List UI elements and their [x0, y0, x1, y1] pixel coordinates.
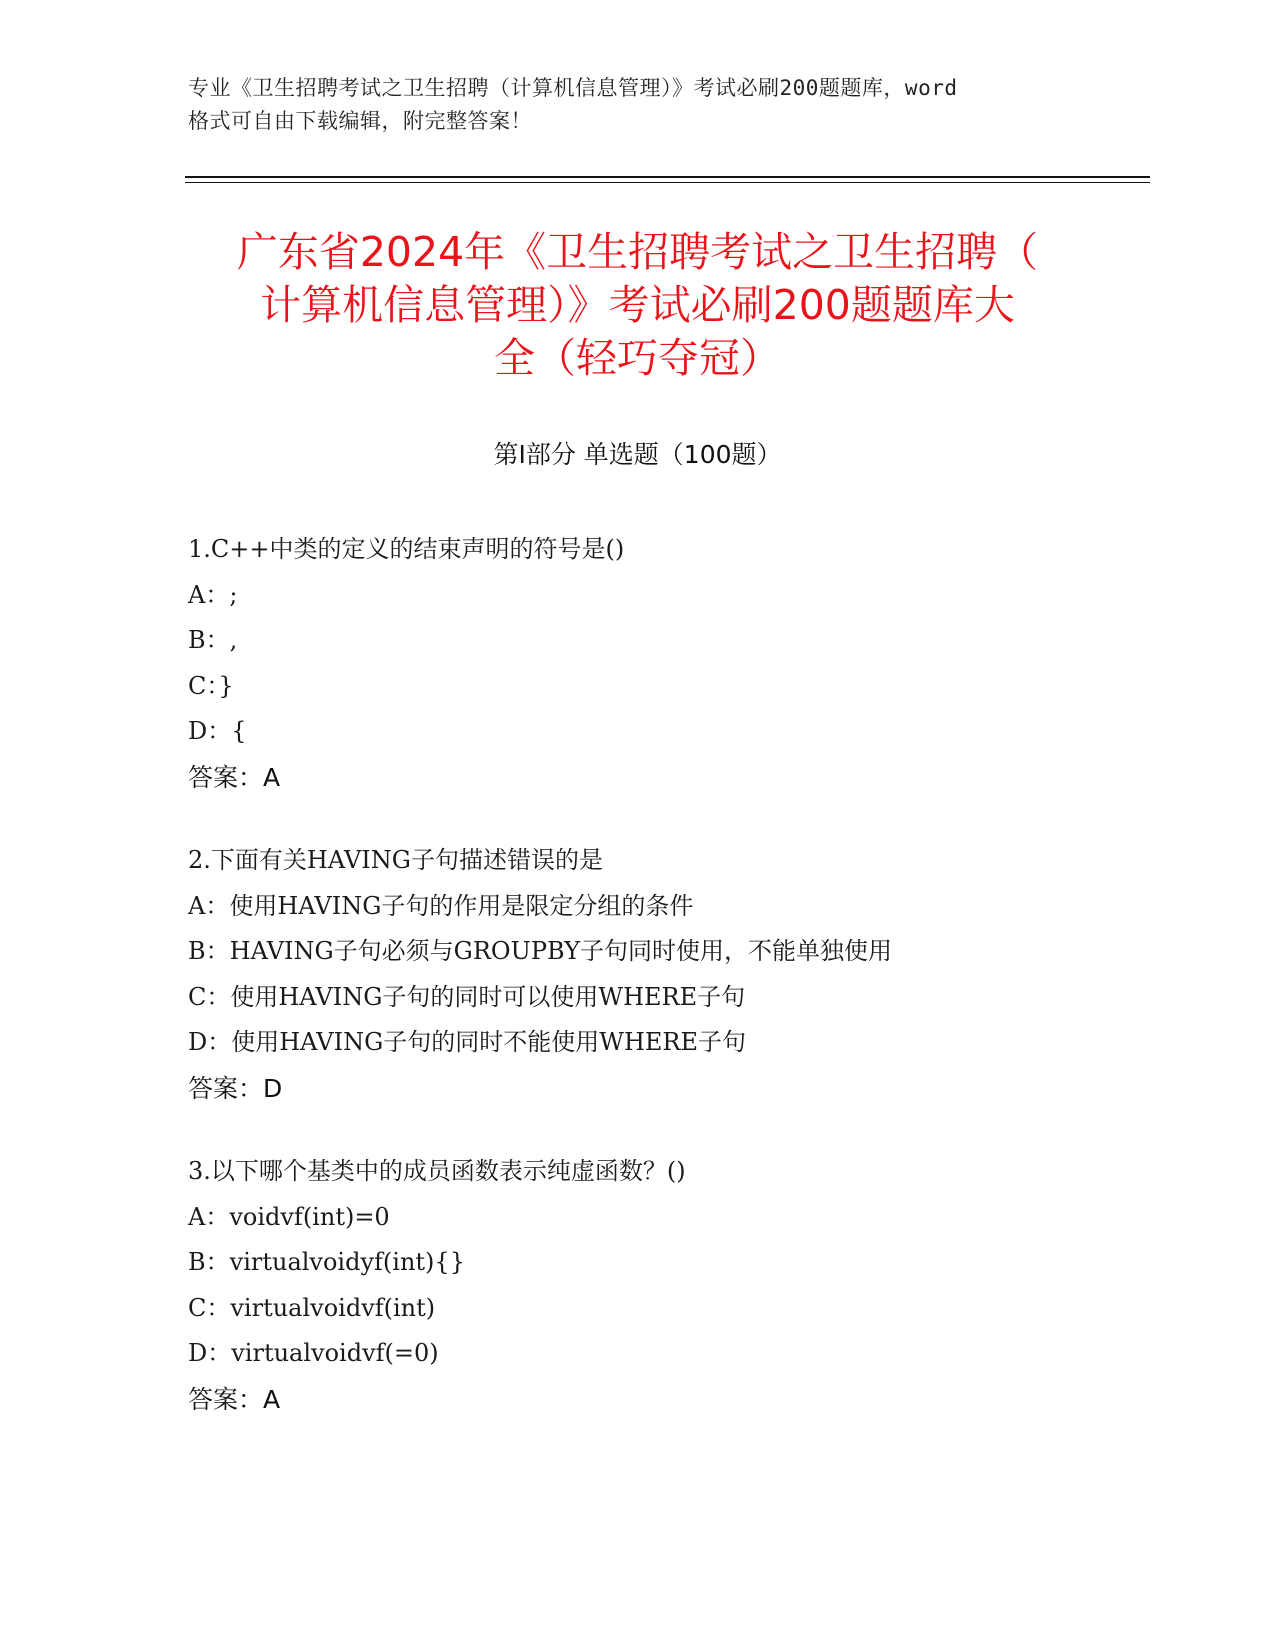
- option-c: C：}: [188, 671, 234, 700]
- document-title-line-1: 广东省2024年《卫生招聘考试之卫生招聘（: [236, 228, 1039, 276]
- option-c: C：virtualvoidvf(int): [188, 1293, 436, 1322]
- question-item: [188, 527, 1148, 800]
- document-title-line-3: 全（轻巧夺冠）: [494, 334, 781, 382]
- option-b: B：virtualvoidyf(int){}: [188, 1248, 465, 1276]
- option-b: B：,: [188, 626, 238, 654]
- option-d: D：使用HAVING子句的同时不能使用WHERE子句: [188, 1028, 746, 1056]
- question-stem: 2.下面有关HAVING子句描述错误的是: [188, 846, 603, 874]
- header-note-line-2: 格式可自由下载编辑，附完整答案！: [188, 109, 532, 133]
- answer-line: 答案：A: [188, 762, 281, 792]
- header-note-line-1: 专业《卫生招聘考试之卫生招聘（计算机信息管理）》考试必刷200题题库，word: [188, 76, 958, 100]
- question-stem: 3.以下哪个基类中的成员函数表示纯虚函数？(): [188, 1157, 686, 1185]
- option-c: C：使用HAVING子句的同时可以使用WHERE子句: [188, 982, 746, 1011]
- question-item: [188, 1149, 1148, 1422]
- option-a: A：voidvf(int)=0: [188, 1202, 390, 1231]
- question-item: [188, 838, 1148, 1111]
- option-a: A：使用HAVING子句的作用是限定分组的条件: [188, 891, 694, 920]
- option-d: D：{: [188, 717, 247, 745]
- question-list: [188, 527, 1148, 1460]
- document-title-line-2: 计算机信息管理）》考试必刷200题题库大: [260, 281, 1015, 329]
- section-title: 第Ⅰ部分 单选题（100题）: [493, 440, 782, 469]
- document-title: [170, 226, 1105, 385]
- answer-line: 答案：A: [188, 1384, 281, 1414]
- option-d: D：virtualvoidvf(=0): [188, 1339, 439, 1367]
- header-divider-thin: [185, 182, 1150, 183]
- header-note: [188, 72, 1088, 138]
- option-b: B：HAVING子句必须与GROUPBY子句同时使用，不能单独使用: [188, 937, 893, 965]
- header-divider-thick: [185, 176, 1150, 178]
- question-stem: 1.C++中类的定义的结束声明的符号是(): [188, 535, 625, 563]
- answer-line: 答案：D: [188, 1073, 283, 1103]
- option-a: A：;: [188, 580, 238, 609]
